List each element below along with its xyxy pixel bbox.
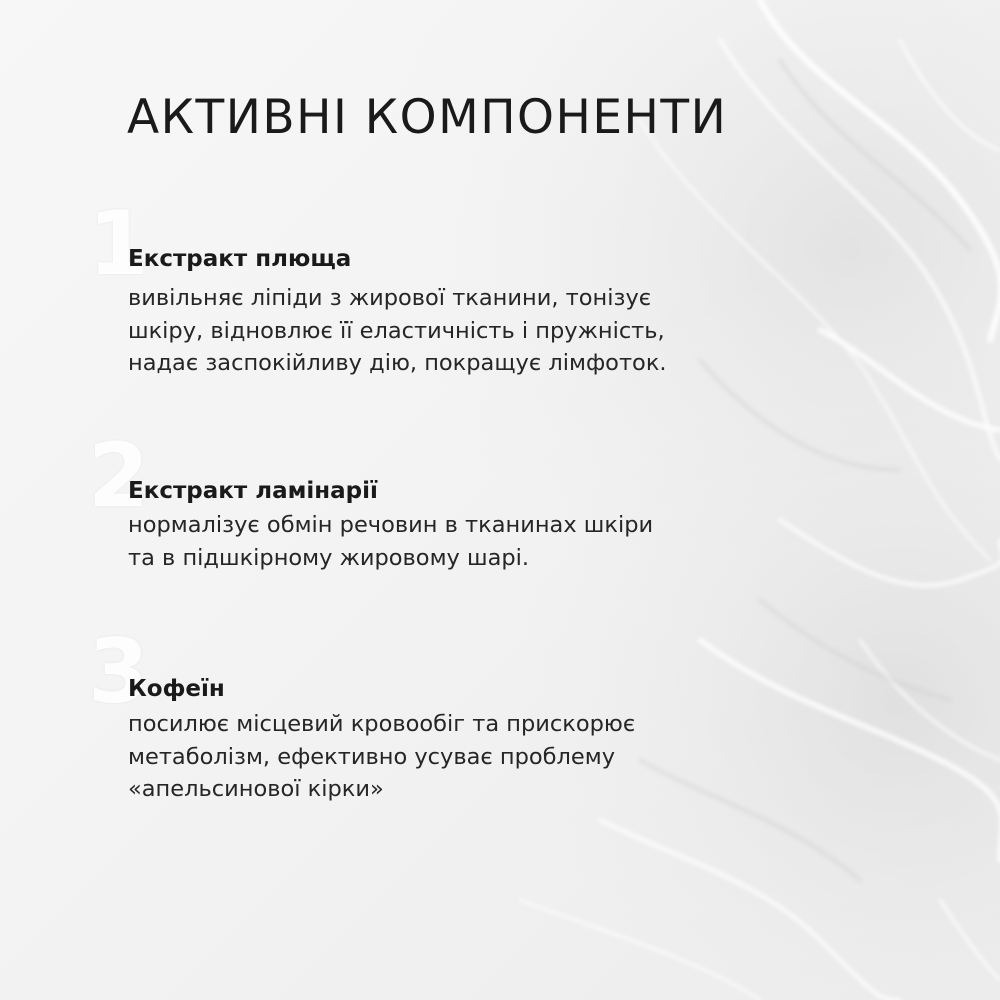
item-number: 2 (88, 424, 148, 527)
item-description (128, 282, 667, 380)
description-line: «апельсинової кірки» (128, 776, 384, 802)
page-title: АКТИВНІ КОМПОНЕНТИ (127, 90, 728, 145)
item-description (128, 708, 635, 806)
item-title: Екстракт плюща (128, 246, 352, 272)
description-line: посилює місцевий кровообіг та прискорює (128, 711, 636, 737)
item-title: Екстракт ламінарії (128, 478, 378, 504)
description-line: надає заспокійливу дію, покращує лімфоток. (128, 350, 667, 376)
description-line: метаболізм, ефективно усуває проблему (128, 743, 616, 770)
item-number: 1 (88, 192, 148, 295)
description-line: шкіру, відновлює її еластичність і пружність, (128, 317, 665, 344)
item-description (128, 509, 653, 574)
description-line: та в підшкірному жировому шарі. (128, 544, 530, 571)
item-title: Кофеїн (128, 676, 225, 702)
description-line: нормалізує обмін речовин в тканинах шкіри (128, 512, 654, 538)
description-line: вивільняє ліпіди з жирової тканини, тонізує (128, 285, 652, 311)
item-number: 3 (88, 620, 148, 723)
